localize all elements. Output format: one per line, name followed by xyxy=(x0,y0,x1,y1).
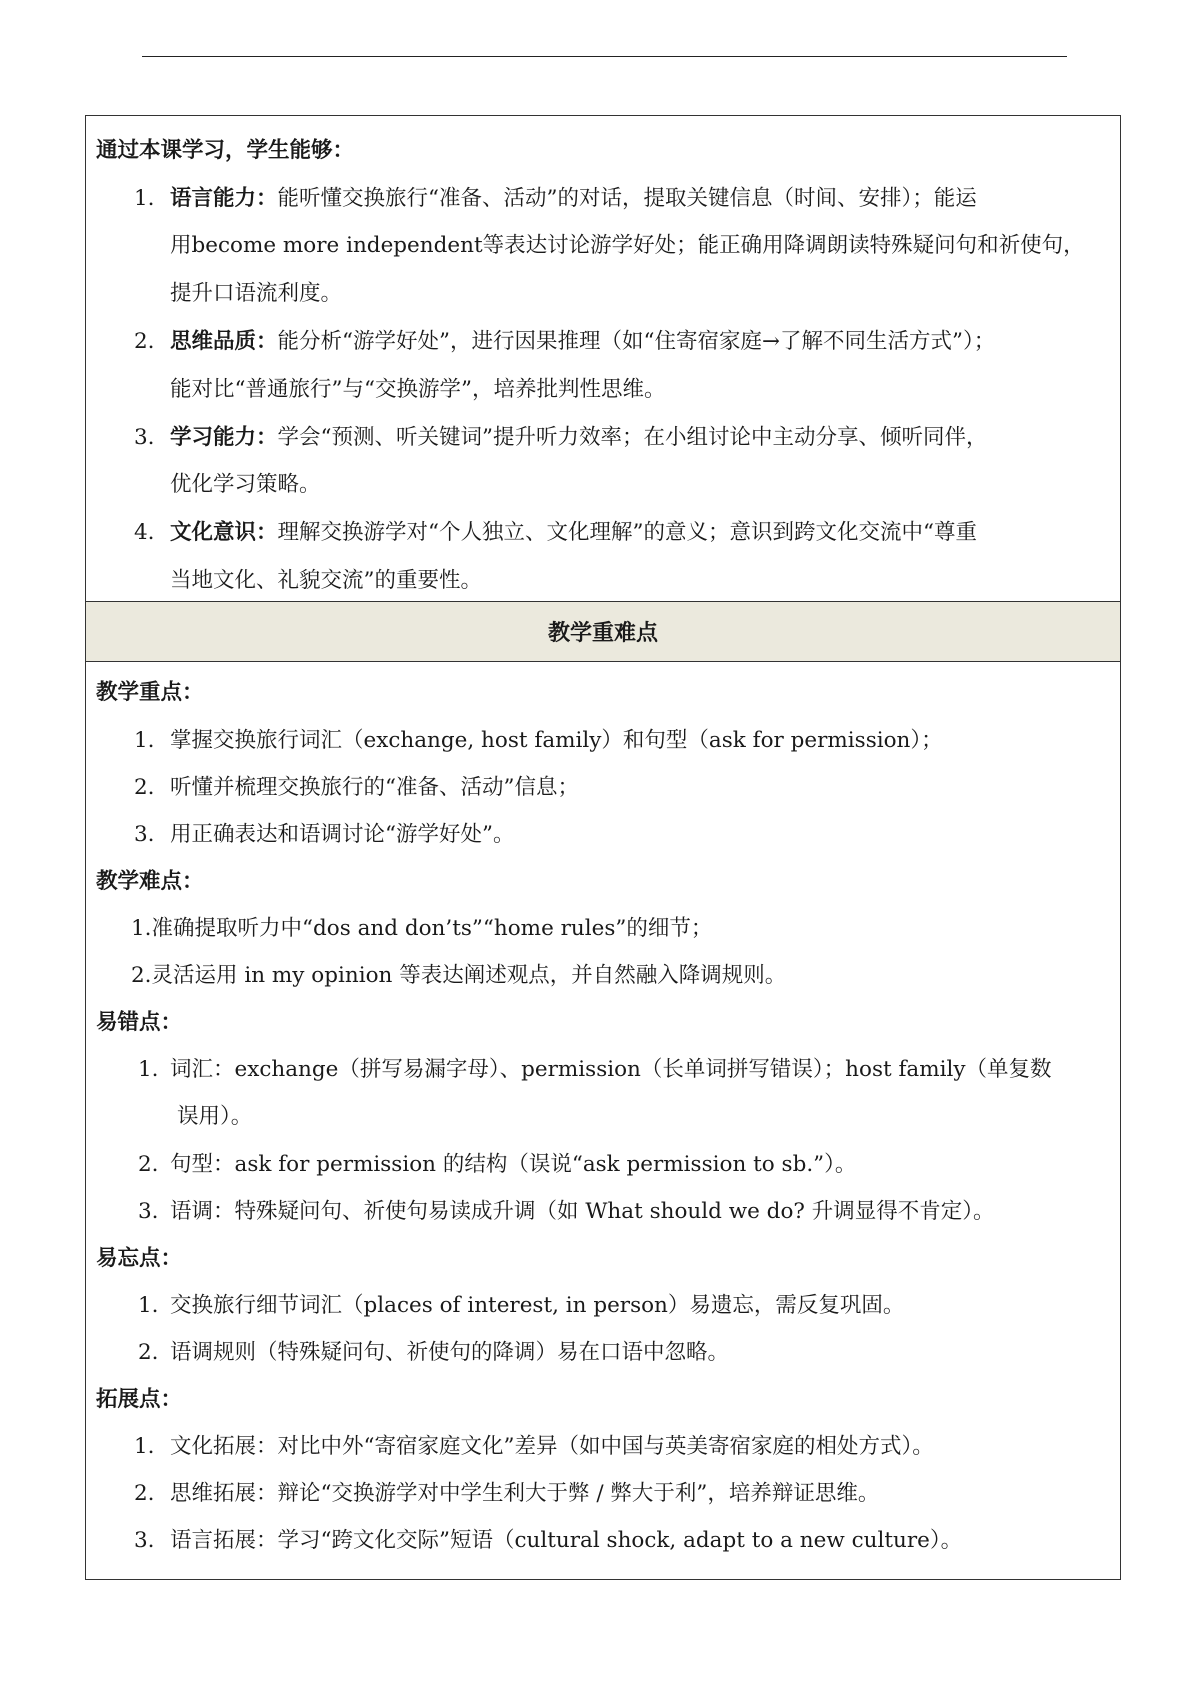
lesson-plan-table xyxy=(85,115,1121,1580)
objective-label: 思维品质： xyxy=(170,329,278,354)
objective-item xyxy=(170,327,995,357)
objective-text: 学会“预测、听关键词”提升听力效率；在小组讨论中主动分享、倾听同伴， xyxy=(277,425,988,450)
error-number: 3. xyxy=(138,1199,159,1224)
difficulty-item: 2.灵活运用 in my opinion 等表达阐述观点，并自然融入降调规则。 xyxy=(131,963,787,988)
objective-item xyxy=(170,423,988,453)
error-text: 句型：ask for permission 的结构（误说“ask permission to sb.”）。 xyxy=(170,1152,857,1177)
error-number: 2. xyxy=(138,1152,159,1177)
extension-text: 语言拓展：学习“跨文化交际”短语（cultural shock, adapt to a new culture）。 xyxy=(170,1528,963,1553)
key-point-text: 听懂并梳理交换旅行的“准备、活动”信息； xyxy=(170,775,579,800)
objective-label: 学习能力： xyxy=(170,425,278,450)
forgettable-number: 1. xyxy=(138,1293,159,1318)
objective-text: 优化学习策略。 xyxy=(170,472,321,497)
error-text: 语调：特殊疑问句、祈使句易读成升调（如 What should we do? 升调显得不肯定）。 xyxy=(170,1199,995,1224)
difficulties-heading: 教学难点： xyxy=(96,869,204,894)
key-point-number: 2. xyxy=(134,775,155,800)
error-text: 误用）。 xyxy=(177,1104,253,1129)
objective-number: 3. xyxy=(134,425,155,450)
objectives-cell xyxy=(86,116,1120,601)
forgettable-number: 2. xyxy=(138,1340,159,1365)
forgettable-text: 交换旅行细节词汇（places of interest, in person）易遗忘，需反复巩固。 xyxy=(170,1293,905,1318)
objective-number: 4. xyxy=(134,520,155,545)
key-point-number: 3. xyxy=(134,822,155,847)
objective-text: 提升口语流利度。 xyxy=(170,281,343,306)
key-point-number: 1. xyxy=(134,728,155,753)
objectives-intro: 通过本课学习，学生能够： xyxy=(96,138,355,163)
extension-number: 1. xyxy=(134,1434,155,1459)
extension-heading: 拓展点： xyxy=(96,1387,183,1412)
forgettable-text: 语调规则（特殊疑问句、祈使句的降调）易在口语中忽略。 xyxy=(170,1340,730,1365)
key-point-text: 用正确表达和语调讨论“游学好处”。 xyxy=(170,822,515,847)
key-points-heading: 教学重点： xyxy=(96,680,204,705)
objective-text: 能分析“游学好处”，进行因果推理（如“住寄宿家庭→了解不同生活方式”）； xyxy=(277,329,996,354)
error-text: 词汇：exchange（拼写易漏字母）、permission（长单词拼写错误）；host family（单复数 xyxy=(170,1057,1052,1082)
objective-item xyxy=(170,518,977,548)
difficulty-item: 1.准确提取听力中“dos and don’ts”“home rules”的细节； xyxy=(131,916,713,941)
error-number: 1. xyxy=(138,1057,159,1082)
extension-number: 3. xyxy=(134,1528,155,1553)
header-rule xyxy=(142,56,1067,57)
objective-label: 语言能力： xyxy=(170,186,278,211)
objective-number: 1. xyxy=(134,186,155,211)
extension-text: 文化拓展：对比中外“寄宿家庭文化”差异（如中国与英美寄宿家庭的相处方式）。 xyxy=(170,1434,934,1459)
extension-text: 思维拓展：辩论“交换游学对中学生利大于弊 / 弊大于利”，培养辩证思维。 xyxy=(170,1481,880,1506)
error-prone-heading: 易错点： xyxy=(96,1010,183,1035)
section-banner: 教学重难点 xyxy=(86,601,1120,662)
objective-text: 用become more independent等表达讨论游学好处；能正确用降调朗读特殊疑问句和祈使句， xyxy=(170,233,1085,258)
objective-item xyxy=(170,184,977,214)
objective-text: 能听懂交换旅行“准备、活动”的对话，提取关键信息（时间、安排）；能运 xyxy=(277,186,977,211)
objective-number: 2. xyxy=(134,329,155,354)
objective-text: 能对比“普通旅行”与“交换游学”，培养批判性思维。 xyxy=(170,377,666,402)
forgettable-heading: 易忘点： xyxy=(96,1246,183,1271)
objective-label: 文化意识： xyxy=(170,520,278,545)
key-point-text: 掌握交换旅行词汇（exchange, host family）和句型（ask for permission）； xyxy=(170,728,943,753)
objective-text: 理解交换游学对“个人独立、文化理解”的意义；意识到跨文化交流中“尊重 xyxy=(277,520,977,545)
extension-number: 2. xyxy=(134,1481,155,1506)
objective-text: 当地文化、礼貌交流”的重要性。 xyxy=(170,568,482,593)
